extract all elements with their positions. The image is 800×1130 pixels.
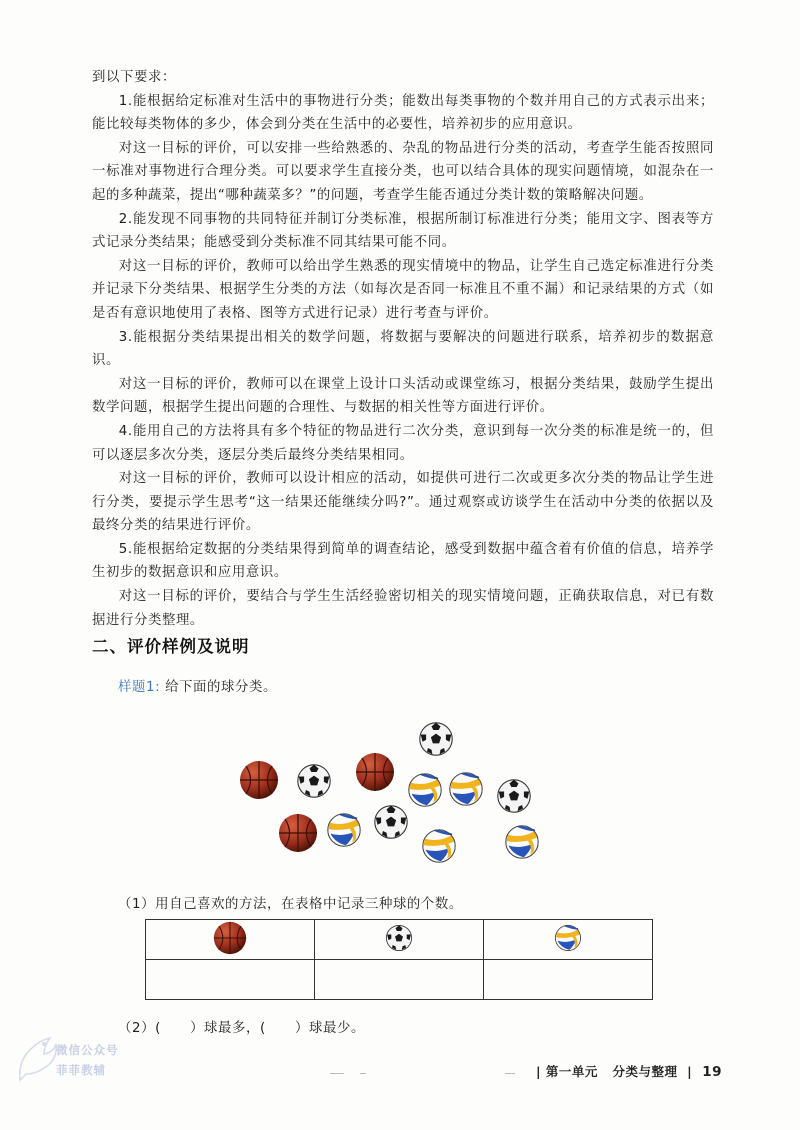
page-number: 19 [702,1064,723,1080]
example-title [118,676,277,695]
paragraph: 对这一目标的评价，教师可以在课堂上设计口头活动或课堂练习，根据分类结果，鼓励学生提出数学问题，根据学生提出问题的合理性、与数据的相关性等方面进行评价。 [92,376,714,416]
paragraph: 5.能根据给定数据的分类结果得到简单的调查结论，感受到数据中蕴含着有价值的信息，培养学生初步的数据意识和应用意识。 [92,541,714,581]
soccer-ball [420,723,452,755]
paragraph: 3.能根据分类结果提出相关的数学问题，将数据与要解决的问题进行联系，培养初步的数据意识。 [92,329,714,369]
intro-text [92,66,714,632]
watermark-line-1: 微信公众号 [56,1043,119,1057]
footer-dash [330,1073,344,1074]
question-2: （2）( ）球最多，( ）球最少。 [118,1021,365,1036]
count-cell-soccer[interactable] [315,960,484,1000]
paragraph: 对这一目标的评价，要结合与学生生活经验密切相关的现实情境问题，正确获取信息，对已有数据进行分类整理。 [92,589,714,628]
soccer-ball-icon [385,924,413,952]
count-table [145,919,653,1000]
basketball-icon [213,921,247,955]
watermark [14,1030,124,1090]
table-header-cell [315,920,484,960]
example-text: 给下面的球分类。 [160,680,277,695]
paragraph: 1.能根据给定标准对生活中的事物进行分类；能数出每类事物的个数并用自己的方式表示出来；能比较每类物体的多少，体会到分类在生活中的必要性，培养初步的应用意识。 [92,93,714,133]
footer-dash [360,1073,366,1074]
table-header-cell [146,920,315,960]
table-header-cell [484,920,653,960]
paragraph: 对这一目标的评价，教师可以给出学生熟悉的现实情境中的物品，让学生自己选定标准进行分类并记录下分类结果、根据学生分类的方法（如每次是否同一标准且不重不漏）和记录结果的方式（如是否有意识地使用了表格、图等方式进行记录）进行考查与评价。 [92,258,714,321]
example-label: 样题1: [118,680,161,695]
section-title: 二、评价样例及说明 [92,637,250,656]
volleyball [328,814,360,846]
question-1: （1）用自己喜欢的方法，在表格中记录三种球的个数。 [118,897,463,912]
soccer-ball [375,806,407,838]
basketball [356,753,394,791]
soccer-ball [298,765,330,797]
basketball [279,814,317,852]
watermark-line-2: 菲菲教辅 [56,1063,106,1077]
paragraph: 对这一目标的评价，教师可以设计相应的活动，如提供可进行二次或更多次分类的物品让学生进行分类，要提示学生思考“这一结果还能继续分吗?”。通过观察或访谈学生在活动中分类的依据以及最终分类的结果进行评价。 [92,471,714,534]
table-header-row [146,920,653,960]
volleyball [423,830,455,862]
paragraph: 4.能用自己的方法将具有多个特征的物品进行二次分类，意识到每一次分类的标准是统一的，但可以逐层多次分类，逐层分类后最终分类结果相同。 [92,423,714,463]
paragraph: 到以下要求： [92,70,176,85]
volleyball [450,773,482,805]
basketball [240,761,278,799]
count-cell-volleyball[interactable] [484,960,653,1000]
count-cell-basketball[interactable] [146,960,315,1000]
volleyball [409,774,441,806]
paragraph: 对这一目标的评价，可以安排一些给熟悉的、杂乱的物品进行分类的活动，考查学生能否按照同一标准对事物进行合理分类。可以要求学生直接分类，也可以结合具体的现实问题情境，如混杂在一起的多种蔬菜，提出“哪种蔬菜多？”的问题，考查学生能否通过分类计数的策略解决问题。 [92,140,714,203]
footer-unit-label: | 第一单元 分类与整理 | [536,1064,693,1079]
page-footer [536,1062,722,1080]
table-row [146,960,653,1000]
paragraph: 2.能发现不同事物的共同特征并制订分类标准，根据所制订标准进行分类；能用文字、图表等方式记录分类结果；能感受到分类标准不同其结果可能不同。 [92,211,714,251]
watermark-bird-icon [14,1030,58,1086]
volleyball-icon [554,924,582,952]
soccer-ball [498,780,530,812]
footer-dash [505,1073,515,1074]
volleyball [506,826,538,858]
